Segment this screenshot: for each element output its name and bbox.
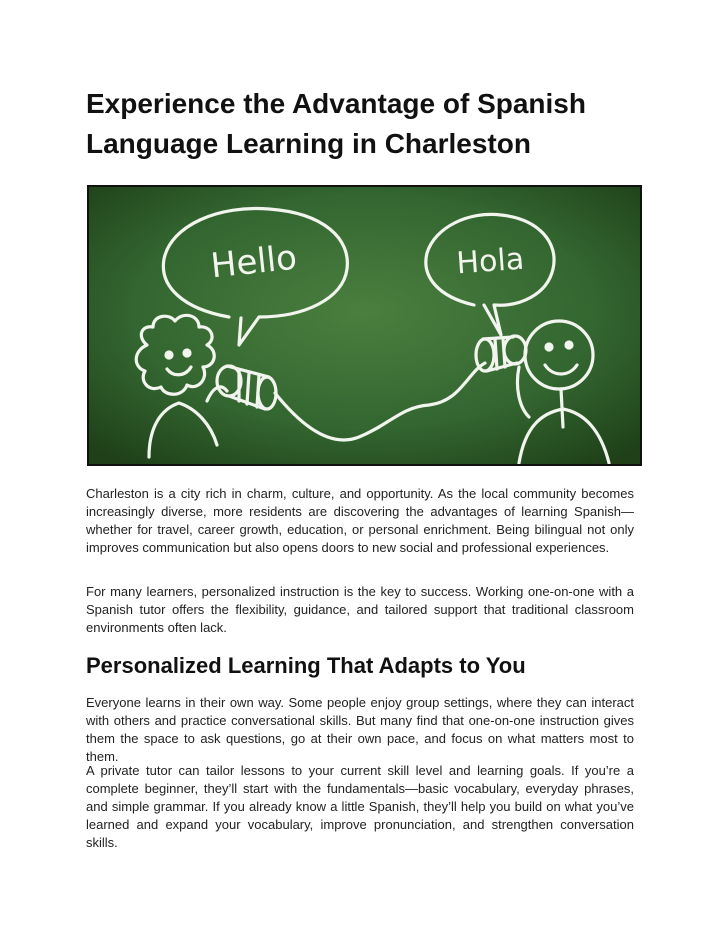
- chalkboard-background: [89, 187, 640, 464]
- section-paragraph-1: Everyone learns in their own way. Some people enjoy group settings, where they can interact with others and practice conversational skills. But many find that one-on-one instruction gives them the space to ask questions, go at their own pace, and focus on what matters most to them.: [86, 695, 634, 764]
- section-heading: Personalized Learning That Adapts to You: [86, 653, 526, 678]
- article-title: Experience the Advantage of Spanish Language Learning in Charleston: [86, 88, 586, 159]
- intro-paragraph-1: Charleston is a city rich in charm, culture, and opportunity. As the local community becomes increasingly diverse, more residents are discovering the advantages of learning Spanish—whether for travel, career growth, education, or personal enrichment. Being bilingual not only improves communication but also opens doors to new social and professional experiences.: [86, 486, 634, 555]
- intro-paragraph-2: For many learners, personalized instruction is the key to success. Working one-on-one with a Spanish tutor offers the flexibility, guidance, and tailored support that traditional classroom environments often lack.: [86, 584, 634, 635]
- section-paragraph-2: A private tutor can tailor lessons to your current skill level and learning goals. If you’re a complete beginner, they’ll start with the fundamentals—basic vocabulary, everyday phrases, and simple grammar. If you already know a little Spanish, they’ll help you build on what you’ve learned and expand your vocabulary, improve pronunciation, and strengthen conversation skills.: [86, 763, 634, 850]
- chalkboard-illustration: [87, 185, 642, 466]
- speech-left-text: Hello: [208, 237, 299, 287]
- speech-right-text: Hola: [455, 241, 526, 282]
